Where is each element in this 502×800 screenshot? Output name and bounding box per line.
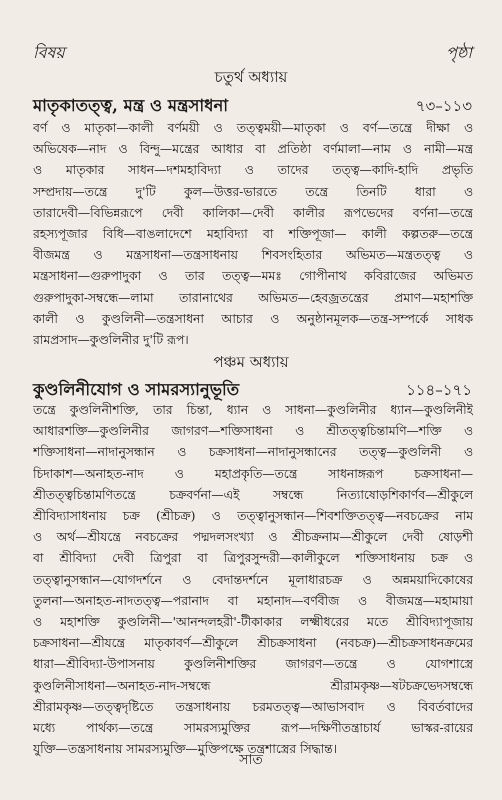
contents-line: বর্ণ ও মাতৃকা—কালী বর্ণময়ী ও তত্ত্বময়ী—মাতৃকা ও বর্ণ—তন্ত্রে দীক্ষা ও: [33, 121, 473, 135]
contents-line: বা শ্রীবিদ্যা দেবী ত্রিপুরা বা ত্রিপুরসুন্দরী—কালীকুলে শক্তিসাধনায় চক্র ও: [33, 551, 473, 566]
contents-line: শ্রীরামকৃষ্ণ—তত্ত্বদৃষ্টিতে তন্ত্রসাধনায় চরমতত্ত্ব—আভাসবাদ ও বিবর্তবাদের: [33, 699, 473, 714]
contents-line: ধারা—শ্রীবিদ্যা-উপাসনায় কুণ্ডলিনীশক্তির জাগরণ—তন্ত্রে ও যোগশাস্ত্রে: [33, 657, 473, 672]
contents-line: যুক্তি—তন্ত্রসাধনায় সামরস্যমুক্তি—মুক্তিপক্ষে তন্ত্রশাস্ত্রের সিদ্ধান্ত।: [33, 742, 338, 757]
contents-line: কুণ্ডলিনীসাধনা—অনাহত-নাদ-সম্বন্ধে শ্রীরামকৃষ্ণ—ষটচক্রভেদসম্বন্ধে: [33, 678, 473, 693]
contents-line: চক্রসাধনা—শ্রীযন্ত্রে মাতৃকাবর্ণ—শ্রীকুলে শ্রীচক্রসাধনা (নবচক্র)—শ্রীচক্রসাধনক্রমের: [33, 636, 473, 651]
chapter-5-title: কুণ্ডলিনীযোগ ও সামরস্যানুভূতি: [33, 380, 240, 399]
contents-line: মধ্যে পার্থক্য—তন্ত্রে সামরস্যমুক্তির রূপ—দক্ষিণীতন্ত্রাচার্য ভাস্কর-রায়ের: [33, 721, 473, 736]
contents-line: রহস্যপূজার বিধি—বাঙলাদেশে মহাবিদ্যা বা শক্তিপূজা— কালী কল্পতরু—তন্ত্রে: [33, 227, 473, 242]
contents-line: রামপ্রসাদ—কুণ্ডলিনীর দু'টি রূপ।: [33, 333, 189, 348]
contents-line: মন্ত্রসাধনা—গুরুপাদুকা ও তার তত্ত্ব—মমঃ গোপীনাথ কবিরাজের অভিমত: [33, 269, 473, 284]
contents-line: শক্তিসাধনা—নাদানুসন্ধান ও চক্রসাধনা—নাদানুসন্ধানের তত্ত্ব—কুণ্ডলিনী ও: [33, 445, 473, 460]
chapter-4-pages: ৭৩–১১৩: [415, 97, 472, 115]
header-subject: বিষয়: [33, 43, 65, 62]
contents-line: বীজমন্ত্র ও মন্ত্রসাধনা—তন্ত্রসাধনায় শিবসংহিতার অভিমত—মন্ত্রতত্ত্ব ও: [33, 248, 473, 263]
chapter-5-contents: [33, 400, 473, 760]
contents-line: কালী ও কুণ্ডলিনী—তন্ত্রসাধনা আচার ও অনুষ্ঠানমূলক—তন্ত্র-সম্পর্কে সাধক: [33, 311, 473, 326]
contents-line: আধারশক্তি—কুণ্ডলিনীর জাগরণ—শক্তিসাধনা ও শ্রীতত্ত্বচিন্তামণি—শক্তি ও: [33, 424, 473, 439]
contents-line: ও মহাশক্তি কুণ্ডলিনী—'আনন্দলহরী'-টীকাকার লক্ষ্মীধরের মতে শ্রীবিদ্যাপূজায়: [33, 615, 473, 630]
chapter-5-pages: ১১৪–১৭১: [406, 381, 472, 399]
contents-line: অভিষেক—নাদ ও বিন্দু—মন্ত্রের আধার বা প্রতিষ্ঠা বর্ণমালা—নাম ও নামী—মন্ত্র: [33, 142, 473, 157]
contents-line: তারাদেবী—বিভিন্নরূপে দেবী কালিকা—দেবী কালীর রূপভেদের বর্ণনা—তন্ত্রে: [33, 205, 473, 220]
contents-line: শ্রীতত্ত্বচিন্তামণিতন্ত্রে চক্রবর্ণনা—এই সম্বন্ধে নিত্যাষোড়শিকার্ণব—শ্রীকুলে: [33, 487, 473, 502]
contents-line: চিদাকাশ—অনাহত-নাদ ও মহাপ্রকৃতি—তন্ত্রে সাধনাঙ্গরূপ চক্রসাধনা—: [33, 466, 473, 481]
header-page: পৃষ্ঠা: [446, 43, 472, 62]
contents-line: ও মাতৃকার সাধন—দশমহাবিদ্যা ও তাদের তত্ত্ব—কাদি-হাদি প্রভৃতি: [33, 163, 473, 178]
chapter-4-heading: চতুর্থ অধ্যায়: [214, 68, 288, 86]
contents-line: গুরুপাদুকা-সম্বন্ধে—লামা তারানাথের অভিমত—হেবজ্রতন্ত্রের প্রমাণ—মহাশক্তি: [33, 290, 473, 305]
chapter-4-contents: [33, 118, 473, 351]
page-number: সাত: [239, 752, 263, 768]
contents-line: তুলনা—অনাহত-নাদতত্ত্ব—পরানাদ বা মহানাদ—বর্ণবীজ ও বীজমন্ত্র—মহামায়া: [33, 593, 473, 608]
contents-line: সম্প্রদায়—তন্ত্রে দু'টি কুল—উত্তর-ভারতে তন্ত্রে তিনটি ধারা ও: [33, 184, 473, 199]
contents-line: শ্রীবিদ্যাসাধনায় চক্র (শ্রীচক্র) ও তত্ত্বানুসন্ধান—শিবশক্তিতত্ত্ব—নবচক্রের নাম: [33, 509, 473, 524]
contents-line: ও অর্থ—শ্রীযন্ত্রে নবচক্রের পদ্মদলসংখ্যা ও শ্রীচক্রনাম—শ্রীকুলে দেবী ষোড়শী: [33, 530, 473, 545]
chapter-5-heading: পঞ্চম অধ্যায়: [213, 353, 289, 371]
contents-line: তন্ত্রে কুণ্ডলিনীশক্তি, তার চিন্তা, ধ্যান ও সাধনা—কুণ্ডলিনীর ধ্যান—কুণ্ডলিনীই: [33, 403, 473, 417]
chapter-4-title: মাতৃকাতত্ত্ব, মন্ত্র ও মন্ত্রসাধনা: [33, 96, 229, 115]
contents-line: তত্ত্বানুসন্ধান—যোগদর্শনে ও বেদান্তদর্শনে মূলাধারচক্র ও অন্নময়াদিকোষের: [33, 572, 473, 587]
